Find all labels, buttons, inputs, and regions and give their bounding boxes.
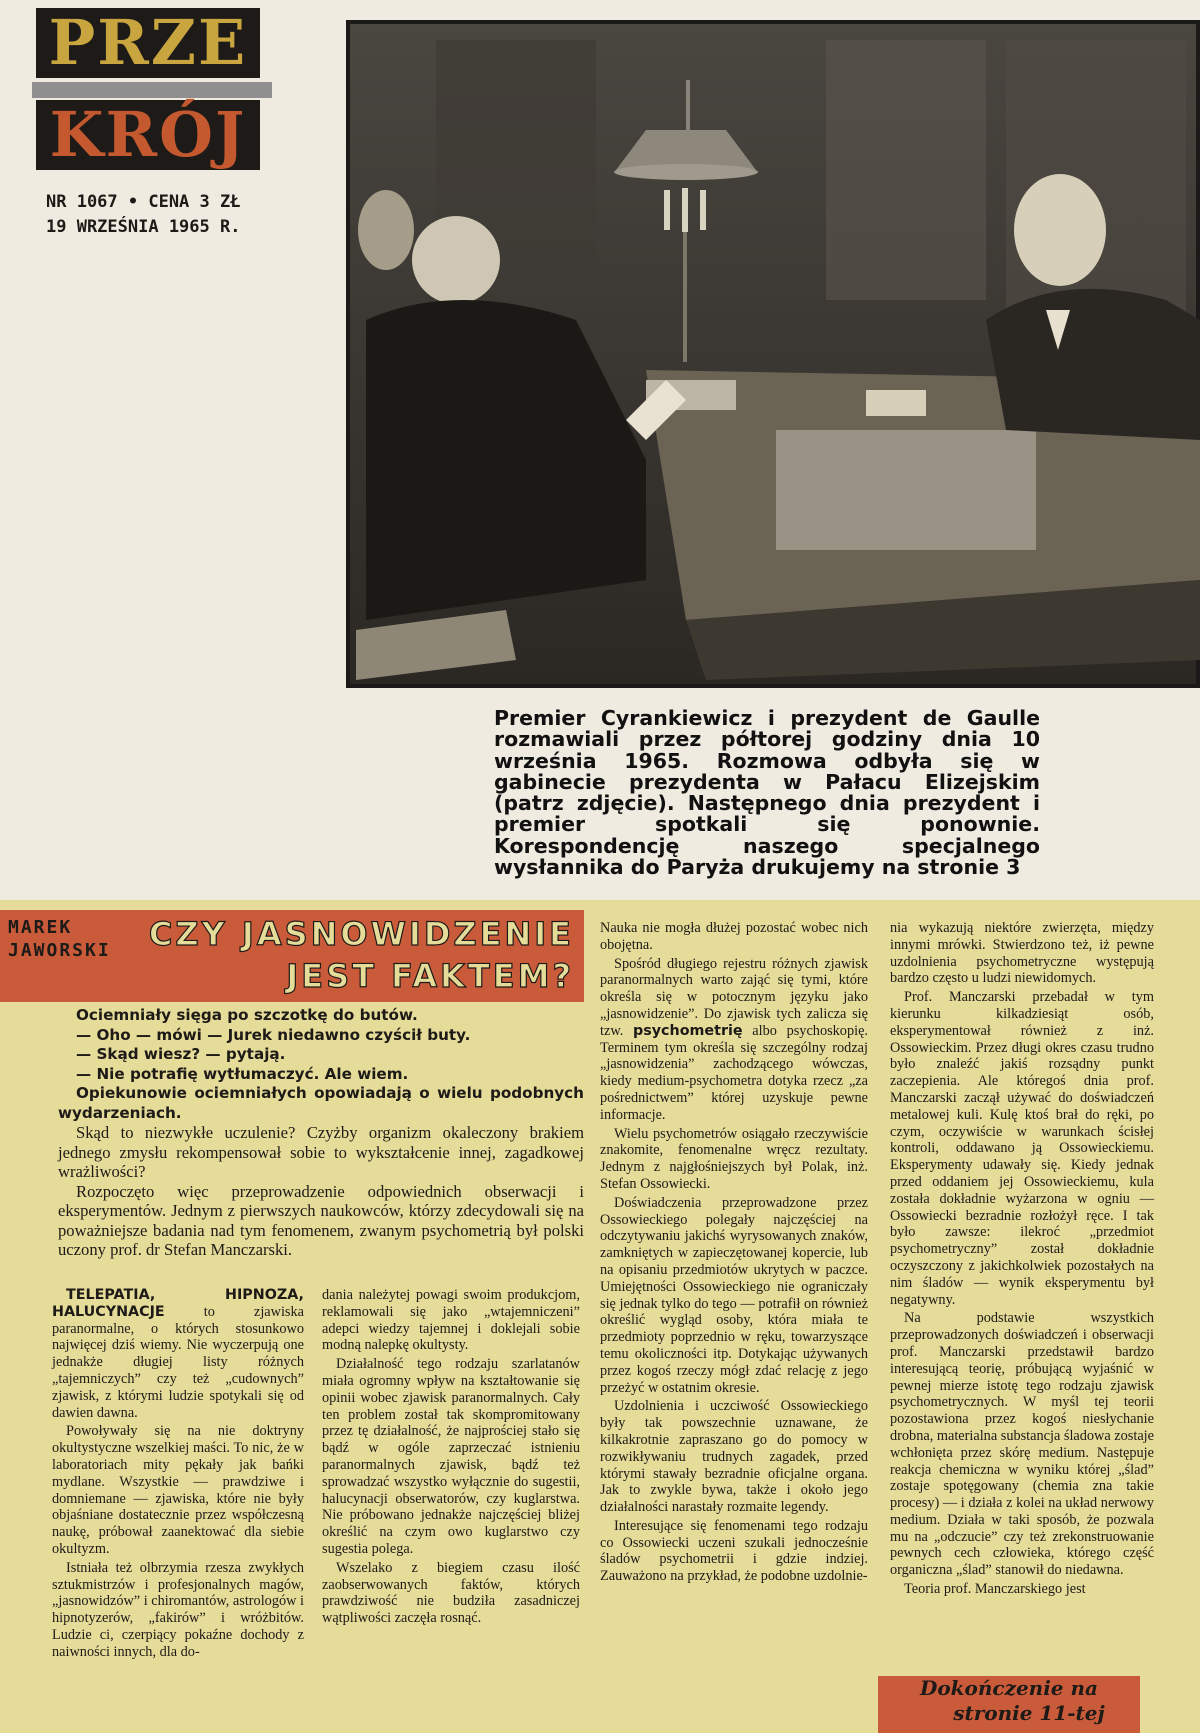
author-byline bbox=[0, 910, 146, 1002]
paragraph: Nauka nie mogła dłużej pozostać wobec nich obojętna. bbox=[600, 920, 868, 953]
issue-number-price: NR 1067 • CENA 3 ZŁ bbox=[46, 192, 241, 212]
headline-line2: JEST FAKTEM? bbox=[286, 957, 574, 995]
paragraph: Wszelako z biegiem czasu ilość zaobserwowanych faktów, których prawdziwość nie budziła zasadniczej wątpliwości zaczęła rosnąć. bbox=[322, 1559, 580, 1627]
paragraph: Doświadczenia przeprowadzone przez Ossowieckiego polegały najczęściej na odczytywaniu jakichś wyrysowanych znaków, zamkniętych w zapieczętowanej kopercie, lub na opisaniu przedmiotów ukrytych w paczce. Umiejętności Ossowieckiego nie ograniczały się jednak tylko do tego — potrafił on również określić wygląd osoby, która miała te przedmioty poprzednio w ręku, towarzyszące temu okoliczności itp. Dotykając używanych przez kogoś rzeczy mógł zdać relację z jego przeżyć w ostatnim okresie. bbox=[600, 1194, 868, 1396]
intro-paragraph: Rozpoczęto więc przeprowadzenie odpowiednich obserwacji i eksperymentów. Jednym z pierwszych naukowców, którzy zdecydowali się na poważniejsze badania nad tym fenomenem, zwanym psychometrią był polski uczony prof. dr Stefan Manczarski. bbox=[58, 1181, 584, 1259]
article-column-1 bbox=[52, 1287, 304, 1663]
paragraph: Powoływały się na nie doktryny okultystyczne wszelkiej maści. To nic, że w laboratoriach mity pękały jak bańki mydlane. Wszystkie — prawdziwe i domniemane — zjawiska, które nie były objaśniane dostatecznie przez współczesną naukę, próbował zaanektować dla siebie okultyzm. bbox=[52, 1423, 304, 1557]
paragraph: Działalność tego rodzaju szarlatanów miała ogromny wpływ na kształtowanie się opinii wobec zjawisk paranormalnych. Cały ten problem został tak skompromitowany przez tę działalność, że najprościej stało się bądź w ogóle zaprzeczać istnieniu paranormalnych zjawisk, bądź też sprowadzać wszystko wyłącznie do sugestii, halucynacji obserwatorów, czy kuglarstwa. Nie próbowano jednakże najczęściej bliżej określić na czym owo kuglarstwo czy sugestia polega. bbox=[322, 1356, 580, 1557]
masthead-line2: KRÓJ bbox=[49, 98, 247, 171]
article-lead bbox=[58, 1006, 584, 1260]
paragraph-text: Spośród długiego rejestru różnych zjawisk paranormalnych warto zająć się tymi, które określa się w potocznym języku jako „jasnowidzenie”. Do zjawisk tych zalicza się tzw. bbox=[600, 955, 868, 1039]
paragraph: Interesujące się fenomenami tego rodzaju co Ossowiecki uczeni szukali jednocześnie śladów psychometrii i gdzie indziej. Zauważono na przykład, że podobne uzdolnie- bbox=[600, 1517, 868, 1585]
headline-line1: CZY JASNOWIDZENIE bbox=[148, 915, 574, 953]
article-column-3 bbox=[600, 920, 868, 1587]
paragraph: Na podstawie wszystkich przeprowadzonych doświadczeń i obserwacji prof. Manczarski przedstawił bardzo interesującą teorię, próbującą wyjaśnić w pewnej mierze istotę tego rodzaju zjawisk psychometrycznych. W myśl tej teorii pozostawiona przez kogoś niesłychanie drobna, materialna substancja śladowa zostaje wchłonięta przez skórę medium. Następuje reakcja chemiczna w wyniku której „ślad” zostaje spotęgowany (chemia zna takie procesy) — i działa z kolei na układ nerwowy medium. Działa w taki sposób, że pozwala mu na „odczucie” czy też zrekonstruowanie pewnych cech człowieka, którego część organiczna „ślad” stanowił do niedawna. bbox=[890, 1310, 1154, 1579]
paragraph: dania należytej powagi swoim produkcjom, reklamowali się jako „wtajemniczeni” adepci wiedzy tajemnej i doklejali sobie modną nalepkę okultysty. bbox=[322, 1287, 580, 1354]
issue-date: 19 WRZEŚNIA 1965 R. bbox=[46, 217, 241, 237]
paragraph: Wielu psychometrów osiągało rzeczywiście znakomite, fenomenalne wręcz rezultaty. Jednym z najgłośniejszych był Polak, inż. Stefan Ossowiecki. bbox=[600, 1125, 868, 1192]
lead-line: — Oho — mówi — Jurek niedawno czyścił buty. bbox=[76, 1025, 471, 1044]
article-column-2 bbox=[322, 1287, 580, 1629]
author-last-name: JAWORSKI bbox=[8, 940, 111, 961]
intro-paragraph: Skąd to niezwykłe uczulenie? Czyżby organizm okaleczony brakiem jednego zmysłu rekompensował sobie to wykształcenie innej, zagadkowej wrażliwości? bbox=[58, 1123, 584, 1181]
section-lead-bold: TELEPATIA, HIPNOZA, HALUCYNACJE bbox=[52, 1287, 304, 1320]
cover-photo bbox=[346, 20, 1200, 688]
paragraph-text: to zjawiska paranormalne, o których stosunkowo najwięcej dziś wiemy. Nie wyczerpują one jednakże długiej listy różnych „tajemniczych” czy też „cudownych” zjawisk, z którymi ludzie spotykali się od dawien dawna. bbox=[52, 1303, 304, 1421]
lead-line: — Skąd wiesz? — pytają. bbox=[76, 1045, 286, 1063]
paragraph: nia wykazują niektóre zwierzęta, między innymi mrówki. Stwierdzono też, iż pewne uzdolnienia psychometryczne występują bardzo często u ludzi niewidomych. bbox=[890, 920, 1154, 987]
continued-line1: Dokończenie na bbox=[919, 1676, 1098, 1700]
lead-line: Ociemniały sięga po szczotkę do butów. bbox=[76, 1006, 418, 1024]
term-bold: psychometrię bbox=[632, 1022, 743, 1039]
masthead-line1: PRZE bbox=[48, 6, 248, 79]
continued-line2: stronie 11-tej bbox=[953, 1701, 1105, 1725]
article-column-4 bbox=[890, 920, 1154, 1600]
paragraph: Prof. Manczarski przebadał w tym kierunku kilkadziesiąt osób, eksperymentował również z inż. Ossowieckim. Przez długi okres czasu trudno było znaleźć jakiś rozsądny punkt zaczepienia. Ale któregoś dnia prof. Manczarski zaczął używać do doświadczeń metalowej kuli. Kulę ktoś brał do ręki, po czym, oczywiście w warunkach ścisłej kontroli, oddawano ją Ossowieckiemu. Eksperymenty udawały się. Kiedy jednak przed oddaniem jej Ossowieckiemu, kula została dokładnie wyżarzona w ogniu — Ossowiecki bezradnie rozłożył ręce. I tak było zawsze: ilekroć „przedmiot psychometryczny” został dokładnie oczyszczony z jakichkolwiek pozostałych na nim śladów — wynik eksperymentu był negatywny. bbox=[890, 989, 1154, 1308]
issue-info bbox=[46, 190, 286, 240]
lead-line: — Nie potrafię wytłumaczyć. Ale wiem. bbox=[76, 1064, 409, 1083]
paragraph: Teoria prof. Manczarskiego jest bbox=[904, 1581, 1086, 1598]
masthead-logo bbox=[32, 8, 264, 178]
article-headline bbox=[146, 910, 584, 1002]
author-first-name: MAREK bbox=[8, 917, 73, 938]
masthead-divider bbox=[32, 82, 272, 98]
paragraph: Uzdolnienia i uczciwość Ossowieckiego były tak powszechnie uznawane, że kilkakrotnie zapraszano go do pomocy w rozwikływaniu trudnych zagadek, przed którymi stawały bezradnie oficjalne organa. Jak to zwykle bywa, także i około jego działalności narastały rozmaite legendy. bbox=[600, 1398, 868, 1516]
paragraph-text: albo psychoskopię. Terminem tym określa się szczególny rodzaj „jasnowidzenia” zachodzącego wówczas, kiedy medium-psychometra dotyka rzecz „za pośrednictwem” której uzyskuje pewne informacje. bbox=[600, 1022, 868, 1123]
lead-line: Opiekunowie ociemniałych opowiadają o wielu podobnych wydarzeniach. bbox=[58, 1084, 584, 1122]
continued-on-page-box bbox=[878, 1676, 1140, 1733]
paragraph: Istniała też olbrzymia rzesza zwykłych sztukmistrzów i profesjonalnych magów, „jasnowidzów” i chiromantów, astrologów i hipnotyzerów, „fakirów” i wróżbitów. Ludzie ci, czerpiący pokaźne dochody z naiwności innych, dla do- bbox=[52, 1559, 304, 1660]
photo-caption: Premier Cyrankiewicz i prezydent de Gaulle rozmawiali przez półtorej godziny dnia 10 września 1965. Rozmowa odbyła się w gabinecie prezydenta w Pałacu Elizejskim (patrz zdjęcie). Następnego dnia prezydent i premier spotkali się ponownie. Korespondencję naszego specjalnego wysłannika do Paryża drukujemy na stronie 3 bbox=[494, 706, 1040, 880]
